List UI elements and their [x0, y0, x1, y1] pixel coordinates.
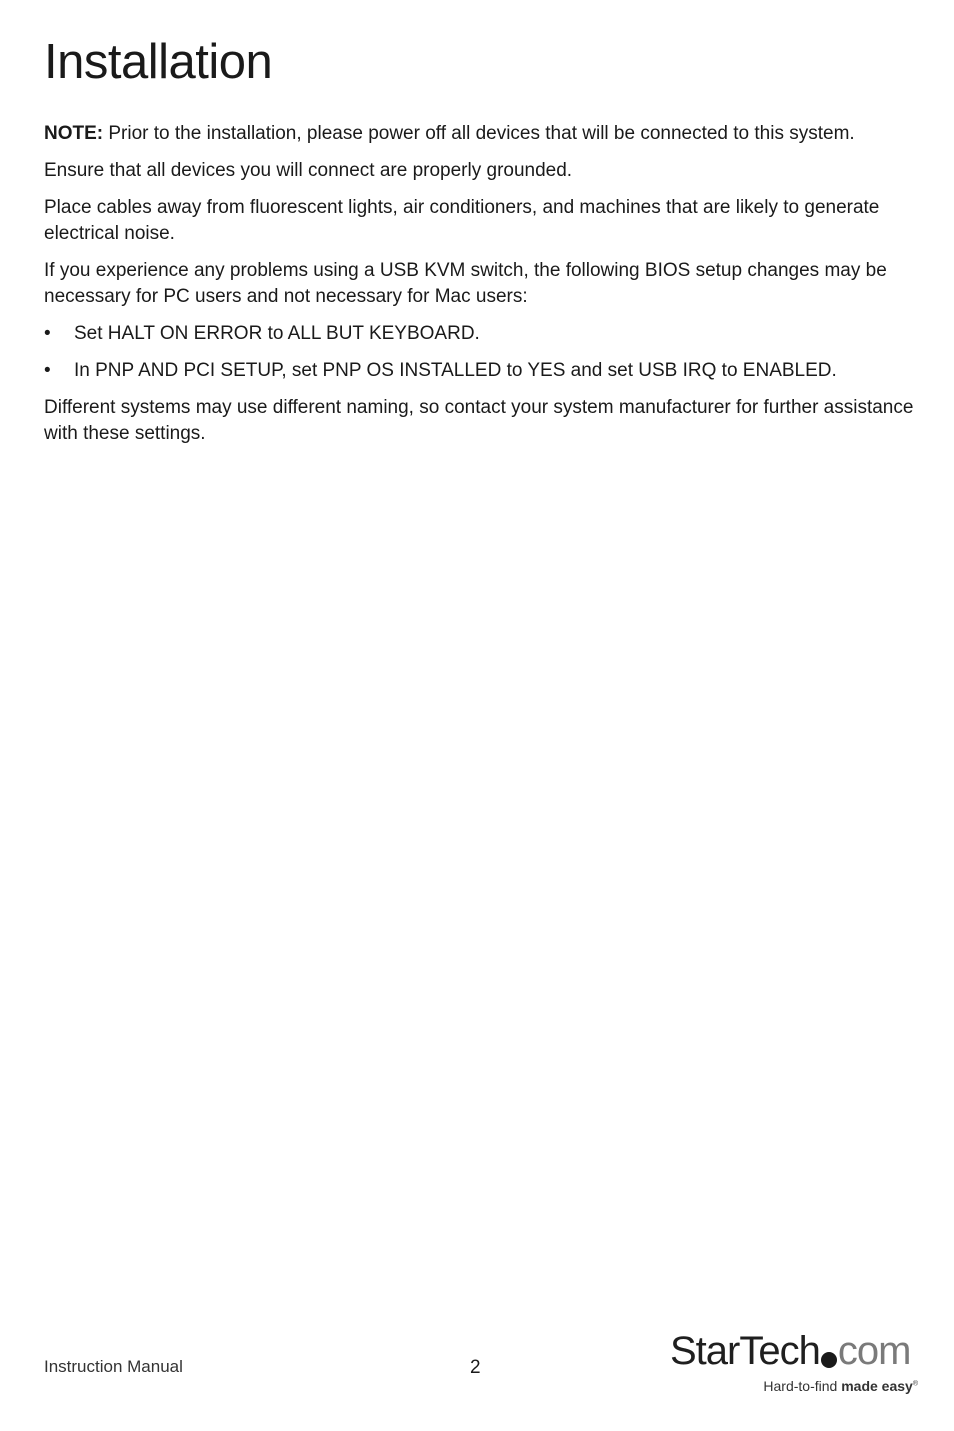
list-item-text: In PNP AND PCI SETUP, set PNP OS INSTALLED to YES and set USB IRQ to ENABLED.: [74, 360, 837, 381]
bullet-icon: •: [44, 360, 51, 381]
list-item: [44, 321, 914, 347]
registered-mark-icon: ®: [912, 1380, 918, 1388]
bullet-icon: •: [44, 323, 51, 344]
list-item-text: Set HALT ON ERROR to ALL BUT KEYBOARD.: [74, 323, 480, 344]
note-paragraph: [44, 121, 914, 147]
tagline-regular: Hard-to-find: [763, 1378, 842, 1394]
logo-wordmark: [670, 1326, 910, 1376]
logo-brand: StarTech: [670, 1329, 820, 1373]
bios-settings-list: [44, 321, 914, 384]
main-content: [44, 121, 914, 458]
logo-tagline: [763, 1378, 918, 1394]
footer-document-label: Instruction Manual: [44, 1357, 183, 1376]
logo-suffix: com: [837, 1329, 911, 1373]
logo-dot-icon: [821, 1352, 837, 1368]
note-text: Prior to the installation, please power off all devices that will be connected to this system.: [103, 123, 855, 144]
tagline-bold: made easy: [841, 1378, 913, 1394]
page-number: 2: [470, 1357, 481, 1378]
closing-paragraph: Different systems may use different naming, so contact your system manufacturer for further assistance with these settings.: [44, 397, 914, 444]
grounding-paragraph: Ensure that all devices you will connect are properly grounded.: [44, 160, 573, 181]
cables-paragraph: Place cables away from fluorescent lights, air conditioners, and machines that are likely to generate electrical noise.: [44, 197, 880, 244]
list-item: [44, 358, 914, 384]
note-label: NOTE:: [44, 123, 104, 144]
page-title: Installation: [44, 35, 273, 89]
bios-paragraph: If you experience any problems using a USB KVM switch, the following BIOS setup changes may be necessary for PC users and not necessary for Mac users:: [44, 260, 887, 307]
startech-logo: [670, 1326, 920, 1401]
